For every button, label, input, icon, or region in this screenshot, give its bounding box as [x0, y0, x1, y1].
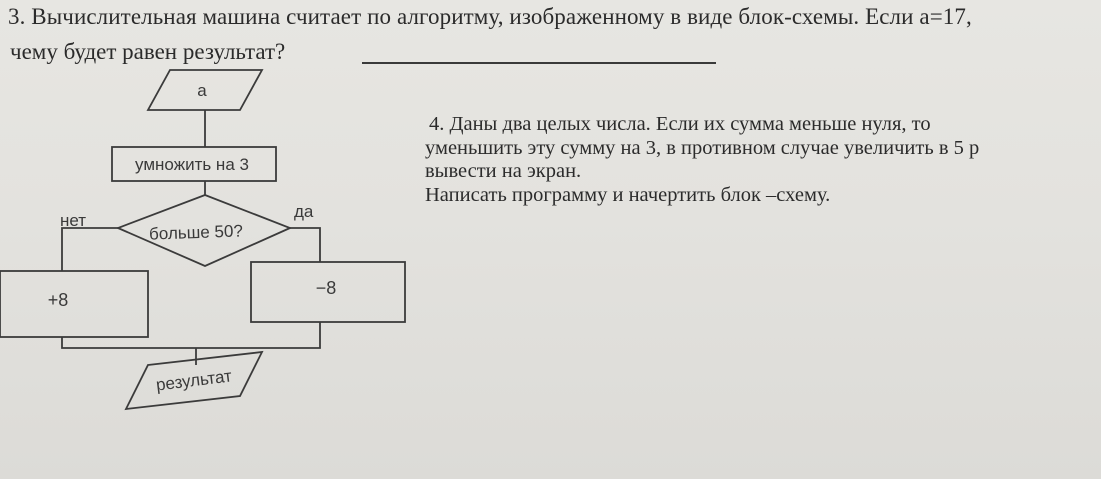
task4-line1: 4. Даны два целых числа. Если их сумма меньше нуля, то: [429, 113, 931, 135]
task3-question-line2: чему будет равен результат?: [10, 39, 286, 64]
no-label: нет: [60, 211, 87, 230]
yes-label: да: [294, 202, 314, 221]
minus8-label: −8: [315, 278, 337, 298]
decision-label: больше 50?: [148, 221, 244, 244]
connector-yes-branch: [290, 228, 320, 262]
output-label: результат: [154, 366, 233, 395]
input-label: a: [197, 81, 207, 100]
plus8-label: +8: [47, 290, 69, 310]
task4-line4: Написать программу и начертить блок –схему.: [425, 183, 831, 206]
connector-merge: [62, 322, 320, 348]
flowchart-diagram: [0, 0, 430, 479]
connector-no-branch: [62, 228, 118, 271]
process-multiply-label: умножить на 3: [135, 155, 249, 174]
task3-question-line1: 3. Вычислительная машина считает по алгоритму, изображенному в виде блок-схемы. Если a=17,: [8, 4, 972, 29]
process-block-plus8: [0, 271, 148, 337]
task4-line3: вывести на экран.: [425, 160, 582, 182]
task4-line2: уменьшить эту сумму на 3, в противном случае увеличить в 5 р: [425, 136, 980, 159]
task4-text: [425, 113, 979, 207]
